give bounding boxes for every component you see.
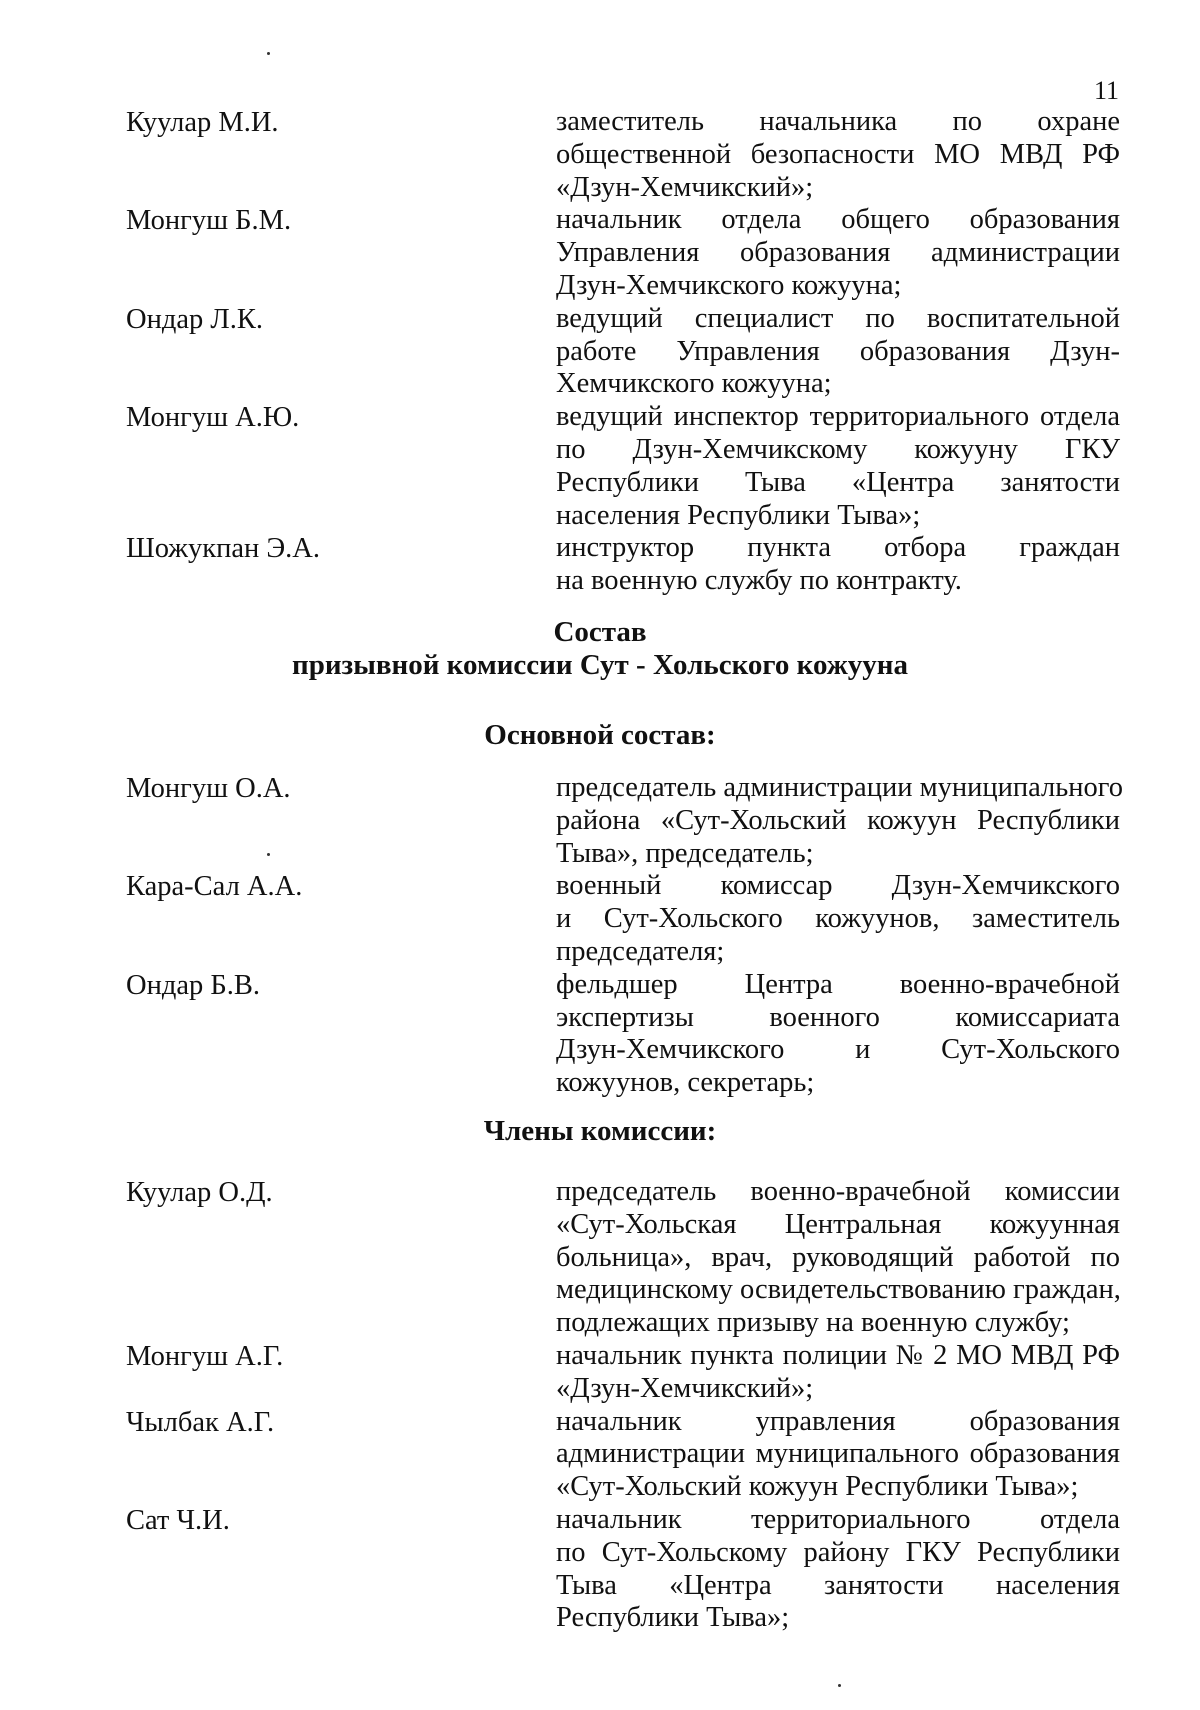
member-name: Шожукпан Э.А.: [126, 533, 321, 565]
member-row: [0, 204, 1200, 302]
section-title-line1: Состав: [553, 616, 647, 648]
commission-members-heading: Члены комиссии:: [483, 1115, 717, 1147]
member-position: фельдшер Центра военно-врачебной экспертизы военного комиссариата Дзун-Хемчикского и Сут-Хольского кожуунов, секретарь;: [556, 968, 1120, 1099]
member-position: заместитель начальника по охране общественной безопасности МО МВД РФ «Дзун-Хемчикский»;: [556, 106, 1120, 203]
member-name: Монгуш Б.М.: [126, 205, 292, 237]
member-row: [0, 969, 1200, 1100]
member-position: ведущий специалист по воспитательной работе Управления образования Дзун- Хемчикского кожууна;: [556, 302, 1120, 400]
member-name: Сат Ч.И.: [126, 1504, 230, 1536]
member-name: Куулар М.И.: [126, 107, 279, 138]
member-position: начальник управления образования администрации муниципального образования «Сут-Хольский кожуун Республики Тыва»;: [556, 1405, 1120, 1503]
member-name: Монгуш А.Ю.: [126, 402, 300, 434]
member-row: [0, 303, 1200, 401]
member-position: начальник пункта полиции № 2 МО МВД РФ «Дзун-Хемчикский»;: [556, 1339, 1120, 1404]
section-title-line2: призывной комиссии Сут - Хольского кожууна: [292, 649, 908, 681]
member-name: Ондар Б.В.: [126, 969, 260, 1001]
main-composition-heading: Основной состав:: [484, 719, 716, 751]
member-position: военный комиссар Дзун-Хемчикского и Сут-Хольского кожуунов, заместитель председателя;: [556, 870, 1120, 967]
member-name: Кара-Сал А.А.: [126, 871, 303, 903]
member-name: Чылбак А.Г.: [126, 1406, 275, 1438]
member-name: Куулар О.Д.: [126, 1177, 273, 1208]
member-position: инструктор пункта отбора граждан на военную службу по контракту.: [556, 532, 1120, 597]
member-row: [0, 1406, 1200, 1504]
member-position: председатель военно-врачебной комиссии «Сут-Хольская Центральная кожуунная больница», врач, руководящий работой по медицинскому освидетельствованию граждан, подлежащих призыву на военную службу;: [556, 1176, 1121, 1339]
member-position: председатель администрации муниципального района «Сут-Хольский кожуун Республики Тыва», председатель;: [556, 772, 1123, 869]
member-row: [0, 1340, 1200, 1406]
member-row: [0, 772, 1200, 870]
member-position: начальник отдела общего образования Управления образования администрации Дзун-Хемчикского кожууна;: [556, 204, 1120, 301]
member-row: [0, 870, 1200, 968]
member-row: [0, 106, 1200, 204]
main-composition-list: [0, 772, 1200, 1100]
member-row: [0, 1504, 1200, 1635]
member-position: начальник территориального отдела по Сут-Хольскому району ГКУ Республики Тыва «Центра занятости населения Республики Тыва»;: [556, 1503, 1120, 1634]
member-name: Ондар Л.К.: [126, 303, 263, 335]
top-members-list: [0, 106, 1200, 598]
member-row: [0, 401, 1200, 532]
member-position: ведущий инспектор территориального отдела по Дзун-Хемчикскому кожууну ГКУ Республики Тыва «Центра занятости населения Республики Тыва»;: [556, 401, 1120, 531]
commission-members-list: [0, 1176, 1200, 1635]
member-name: Монгуш О.А.: [126, 773, 291, 804]
page-number: 11: [1094, 76, 1120, 105]
scan-speck: [838, 1684, 841, 1687]
member-row: [0, 532, 1200, 598]
section-title: [0, 616, 1200, 682]
scan-speck: [267, 52, 270, 55]
member-row: [0, 1176, 1200, 1340]
member-name: Монгуш А.Г.: [126, 1340, 284, 1372]
